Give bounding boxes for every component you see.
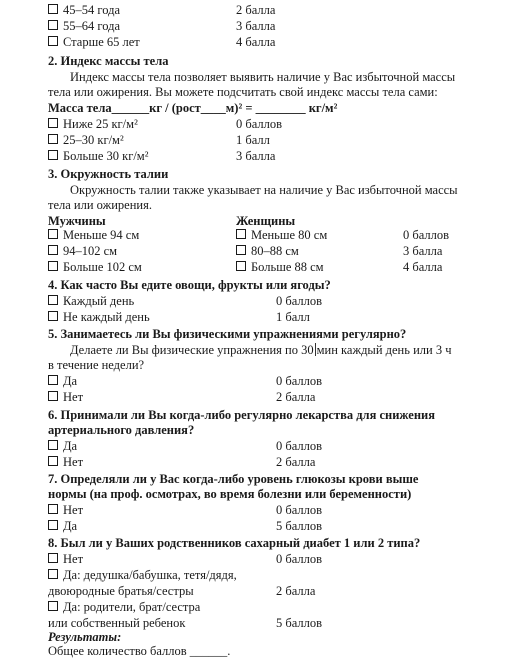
option-bmi-25-30[interactable]: 25–30 кг/м² 1 балл: [0, 133, 512, 147]
q2-title: 2. Индекс массы тела: [48, 54, 169, 68]
q7-title-line2: нормы (на проф. осмотрах, во время болезни или беременности): [48, 487, 412, 501]
checkbox[interactable]: [48, 150, 58, 160]
q8-title: 8. Был ли у Ваших родственников сахарный диабет 1 или 2 типа?: [48, 536, 421, 550]
men-header: Мужчины: [48, 214, 106, 228]
results-title: Результаты:: [48, 630, 122, 644]
total-score-line: Общее количество баллов ______.: [48, 644, 231, 658]
checkbox[interactable]: [48, 134, 58, 144]
checkbox[interactable]: [48, 440, 58, 450]
option-glucose-no[interactable]: Нет 0 баллов: [0, 503, 512, 517]
option-men-waist-high[interactable]: Больше 102 см: [48, 260, 142, 274]
checkbox[interactable]: [48, 245, 58, 255]
bmi-formula: Масса тела______кг / (рост____м)² = ________ кг/м²: [48, 101, 338, 115]
q2-text-line2: тела или ожирения. Вы можете подсчитать свой индекс массы тела сами:: [48, 85, 438, 99]
checkbox[interactable]: [236, 245, 246, 255]
option-men-waist-mid[interactable]: 94–102 см: [48, 244, 117, 258]
text-cursor: [315, 343, 316, 356]
q3-text-line1: Окружность талии также указывает на наличие у Вас избыточной массы: [70, 183, 458, 197]
checkbox[interactable]: [48, 375, 58, 385]
option-age-45-54[interactable]: 45–54 года 2 балла: [0, 3, 512, 17]
option-family-extended-cont: двоюродные братья/сестры 2 балла: [48, 584, 316, 598]
checkbox[interactable]: [48, 569, 58, 579]
option-family-extended[interactable]: Да: дедушка/бабушка, тетя/дядя,: [0, 568, 512, 582]
option-family-no[interactable]: Нет 0 баллов: [0, 552, 512, 566]
checkbox[interactable]: [48, 504, 58, 514]
checkbox[interactable]: [48, 36, 58, 46]
option-exercise-no[interactable]: Нет 2 балла: [0, 390, 512, 404]
option-age-55-64[interactable]: 55–64 года 3 балла: [0, 19, 512, 33]
option-veg-not-daily[interactable]: Не каждый день 1 балл: [0, 310, 512, 324]
checkbox[interactable]: [236, 261, 246, 271]
option-veg-daily[interactable]: Каждый день 0 баллов: [0, 294, 512, 308]
waist-row: Больше 102 см Больше 88 см 4 балла: [0, 260, 512, 274]
checkbox[interactable]: [48, 553, 58, 563]
checkbox[interactable]: [48, 118, 58, 128]
option-bmi-above-30[interactable]: Больше 30 кг/м² 3 балла: [0, 149, 512, 163]
checkbox[interactable]: [48, 229, 58, 239]
checkbox[interactable]: [48, 456, 58, 466]
q5-title: 5. Занимаетесь ли Вы физическими упражнениями регулярно?: [48, 327, 407, 341]
option-family-close[interactable]: Да: родители, брат/сестра: [0, 600, 512, 614]
waist-row: 94–102 см 80–88 см 3 балла: [0, 244, 512, 258]
checkbox[interactable]: [48, 601, 58, 611]
checkbox[interactable]: [48, 391, 58, 401]
option-age-65-plus[interactable]: Старше 65 лет 4 балла: [0, 35, 512, 49]
waist-row: Меньше 94 см Меньше 80 см 0 баллов: [0, 228, 512, 242]
q5-text-line1: Делаете ли Вы физические упражнения по 30 мин каждый день или 3 ч: [70, 343, 452, 357]
checkbox[interactable]: [48, 520, 58, 530]
q6-title-line2: артериального давления?: [48, 423, 195, 437]
option-exercise-yes[interactable]: Да 0 баллов: [0, 374, 512, 388]
checkbox[interactable]: [48, 311, 58, 321]
option-women-waist-high[interactable]: Больше 88 см: [236, 260, 324, 274]
checkbox[interactable]: [48, 20, 58, 30]
q5-text-line2: в течение недели?: [48, 358, 145, 372]
checkbox[interactable]: [48, 261, 58, 271]
checkbox[interactable]: [48, 295, 58, 305]
option-bmi-below-25[interactable]: Ниже 25 кг/м² 0 баллов: [0, 117, 512, 131]
women-header: Женщины: [236, 214, 296, 228]
checkbox[interactable]: [48, 4, 58, 14]
q4-title: 4. Как часто Вы едите овощи, фрукты или ягоды?: [48, 278, 331, 292]
option-women-waist-low[interactable]: Меньше 80 см: [236, 228, 327, 242]
q7-title-line1: 7. Определяли ли у Вас когда-либо уровень глюкозы крови выше: [48, 472, 419, 486]
q2-text-line1: Индекс массы тела позволяет выявить наличие у Вас избыточной массы: [70, 70, 456, 84]
q3-text-line2: тела или ожирения.: [48, 198, 152, 212]
option-men-waist-low[interactable]: Меньше 94 см: [48, 228, 139, 242]
option-bp-meds-no[interactable]: Нет 2 балла: [0, 455, 512, 469]
q6-title-line1: 6. Принимали ли Вы когда-либо регулярно лекарства для снижения: [48, 408, 436, 422]
option-glucose-yes[interactable]: Да 5 баллов: [0, 519, 512, 533]
checkbox[interactable]: [236, 229, 246, 239]
option-bp-meds-yes[interactable]: Да 0 баллов: [0, 439, 512, 453]
option-family-close-cont: или собственный ребенок 5 баллов: [48, 616, 323, 630]
q3-title: 3. Окружность талии: [48, 167, 169, 181]
option-women-waist-mid[interactable]: 80–88 см: [236, 244, 299, 258]
